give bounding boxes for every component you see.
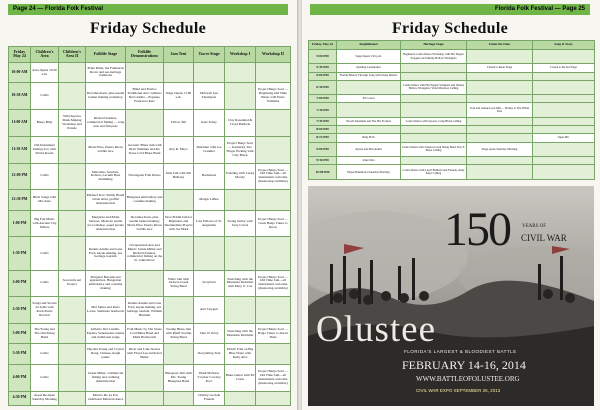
schedule-cell: Hank Mattress 'Cracker Cowboy Poet' [194,364,225,391]
schedule-cell: Areas Re-Open Saturday Morning [31,391,59,405]
time-cell: 2:30 PM [9,297,31,324]
column-header: Tower Stage [194,47,225,63]
time-cell: 7:00 PM [309,95,337,103]
schedule-cell: River and Lake Stories with Floyd Lee and Karol Beller [126,344,164,364]
schedule-cell: Folk Music by The Stone Cold Blues Band and Mark Hodsworth [126,324,164,344]
schedule-cell [533,103,595,118]
schedule-cell [225,62,256,82]
poster-subtitle: FLORIDA'S LARGEST & BLOODIEST BATTLE [404,349,517,354]
time-cell: 1:30 PM [9,237,31,270]
schedule-cell [467,95,533,103]
schedule-cell [256,237,291,270]
table-row [9,324,291,344]
table-row [9,364,291,391]
time-cell: 3:30 PM [9,344,31,364]
schedule-cell: John's Kin [337,157,401,165]
schedule-cell [467,72,533,80]
schedule-cell: Souvenirs Art Project [59,270,86,297]
table-row [9,210,291,237]
time-cell: 12:30 PM [9,190,31,210]
table-row [309,103,595,118]
schedule-cell [164,344,194,364]
schedule-cell [164,190,194,210]
schedule-cell: Ring Fitch [337,134,401,142]
schedule-cell [533,49,595,64]
schedule-cell: Hayden Young and Crystal Dong, Chinese dough paints [86,344,126,364]
schedule-cell: Margie LaBoe [194,190,225,210]
schedule-cell [126,391,164,405]
schedule-cell [467,126,533,134]
table-row [9,136,291,163]
schedule-cell [467,49,533,64]
schedule-cell [256,190,291,210]
schedule-cell [337,126,401,134]
column-header: Folklife Stage [86,47,126,63]
schedule-cell: Dorothea Kent, pine needle basket making workshop [86,83,126,110]
schedule-cell: Storybarn [194,270,225,297]
schedule-cell [126,364,164,391]
schedule-cell: Project Banjo Soul — Old Time Jam—all instruments welcome (mentoring available) [256,364,291,391]
schedule-cell [533,165,595,180]
schedule-cell: Contra Dance with Hot Pepper Stompers and Smoky Hollow Wranglers; Vicki Morrison Calling [401,80,467,95]
schedule-cell [337,103,401,118]
time-cell: 9:30 PM [309,157,337,165]
schedule-cell [59,163,86,190]
schedule-cell: Closed to Re-Set Stage [533,64,595,72]
schedule-cell: Dulcimer with Joe Cranmer [194,136,225,163]
schedule-cell [533,80,595,95]
table-row [309,72,595,80]
schedule-cell [467,134,533,142]
schedule-cell [225,83,256,110]
column-header: Folklife Demonstrations [126,47,164,63]
right-page [302,0,600,410]
table-row [309,134,595,142]
schedule-cell: Stage Opens 11:00 a.m. [164,83,194,110]
schedule-cell: Backstreet [194,163,225,190]
schedule-cell: Jackie Miller, commercial fishing and crabbing demonstration [86,364,126,391]
schedule-cell: Florida History Through Song with Jessie DeJeno [337,72,401,80]
schedule-cell: Margarita and Eddie Sabrosa, Mexican textile art workshop, papel picado demonstration [86,210,126,237]
time-cell: 8:00 PM [309,126,337,134]
column-header: Jam Tent [164,47,194,63]
column-header: Workshop I [225,47,256,63]
schedule-cell: Deborah Lyn Thompson [194,83,225,110]
table-row [309,165,595,180]
schedule-cell [401,103,467,118]
schedule-cell [164,62,194,82]
schedule-cell: Stage opens Saturday Morning [467,142,533,157]
schedule-cell [194,62,225,82]
schedule-cell [225,297,256,324]
time-cell: 7:45 PM [309,117,337,125]
schedule-cell: Gilberto Del Castillo-Espana, Venezuelan cuisine and traditional songs [86,324,126,344]
time-cell: 10:00 AM [9,62,31,82]
schedule-cell: Roy R. Meyo [164,136,194,163]
schedule-cell [164,297,194,324]
olustee-poster [308,186,594,406]
column-header: Friday, May 24 [309,41,337,50]
schedule-cell: Waltz Jam with Jackson Creek String Band [164,270,194,297]
schedule-cell: Hayes Hamilton's Saturday Morning [337,165,401,180]
time-cell: 4:00 PM [9,364,31,391]
schedule-cell: Dorothea Kent, pine needle basket making; Maria Pino, Puerto Rican bobbin lace [126,210,164,237]
left-page [0,0,298,410]
column-header: Workshop II [256,47,291,63]
schedule-cell [467,157,533,165]
schedule-cell: Tom and Jeanne Lyon Mix — Honky to The Willie Kris [467,103,533,118]
table-row [309,80,595,95]
schedule-cell: Kate Tobey [194,110,225,137]
time-cell: 1:00 PM [9,210,31,237]
schedule-cell: Project Banjo Soul — Banjo Tunes to Just in Time [256,324,291,344]
schedule-cell: Mel James and Patra Locke, Seminole beadwork [86,297,126,324]
schedule-cell: Marcelino Sanchez-Robiou, Lucumi Bata drumming [86,163,126,190]
schedule-cell [225,391,256,405]
table-row [9,83,291,110]
schedule-cell [126,110,164,137]
schedule-cell [126,270,164,297]
schedule-cell [59,344,86,364]
schedule-cell: Ann Swygert [194,297,225,324]
time-cell: 10:00 PM [309,165,337,180]
schedule-cell: Contra Dance with Jackson Creek String Band, Ray E. Maya Calling [401,142,467,157]
schedule-cell: Blind and Festive Traditional Arts: Gilberto Del Castillo—Espanas, Francesca Kerr [126,83,164,110]
schedule-cell: Project Banjo Soul — Old Time Jam—all instruments welcome (mentoring available) [256,163,291,190]
poster-dates: FEBRUARY 14-16, 2014 [402,358,526,372]
schedule-cell [225,237,256,270]
schedule-cell [256,62,291,82]
schedule-cell: Clay Rosenthal & Lloyd Baldwin [225,110,256,137]
schedule-cell: Nicaraguan Folk Dance [126,163,164,190]
schedule-cell: Charley Groh & Friends [194,391,225,405]
schedule-cell [467,117,533,125]
schedule-cell [59,324,86,344]
table-row [309,126,595,134]
schedule-cell [59,62,86,82]
schedule-cell: John W. Perry [194,324,225,344]
table-row [9,190,291,210]
schedule-cell [337,80,401,95]
schedule-cell: Project Banjo Soul — Great Banjo Tunes to Know [256,210,291,237]
schedule-cell [225,190,256,210]
table-row [9,391,291,405]
schedule-cell: Bluegrass embroidery and costume making [126,190,164,210]
schedule-cell: Margaret Baronik and apprentices, Hungarian embroidery and costume making [86,270,126,297]
left-schedule-title: Friday Schedule [89,20,207,37]
time-cell: 12:00 PM [9,163,31,190]
column-header: Heritage Stage [401,41,467,50]
poster-150-number: 150 [444,203,510,256]
schedule-cell [256,297,291,324]
time-cell: 4:30 PM [9,391,31,405]
schedule-cell: Michael 'Koe' Smith, Brazil urban artist, graffiti demonstration [86,190,126,210]
schedule-cell: Storytelling Tent [194,344,225,364]
table-row [9,62,291,82]
schedule-cell: Birds Songs with Mrs Kate [31,190,59,210]
table-header-row [9,47,291,63]
time-cell: 2:00 PM [9,270,31,297]
schedule-cell: Pickin' Folk on Big Blue Water with Kelly Alva [225,344,256,364]
schedule-cell [59,364,86,391]
schedule-cell: Stage Opens 5:45 p.m. [337,49,401,64]
table-header-row [309,41,595,50]
schedule-cell [59,297,86,324]
schedule-cell [401,126,467,134]
schedule-cell: Stretching with the Mountain Dulcimer [225,324,256,344]
schedule-cell: Contra Dance with Lloyd Baldwin and Friends, Andy Kaye Calling [401,165,467,180]
schedule-cell: Swamp Blues Jam with Pfeiff Swamp String Band [164,324,194,344]
schedule-cell: Acoustic Blues Jam with Brett Wellman and the Stone Cold Blues Band [126,136,164,163]
schedule-cell: Irish Jam with Jim Bethany [164,163,194,190]
table-row [309,142,595,157]
schedule-cell: Erika Ritter, the Folkbarsh Rover and sea-heritage traditions [86,62,126,82]
table-row [9,110,291,137]
schedule-cell [533,72,595,80]
schedule-cell: Richard Sanders, commercial fishing — long nets and fish pens [86,110,126,137]
schedule-cell [401,72,467,80]
schedule-cell: Beginners Contra Dance Workshop with Hot Pepper Stoppers and Smoky Hollow Wranglers [401,49,467,64]
poster-civil-war: CIVIL WAR [521,233,567,243]
left-page-header: Page 24 — Florida Folk Festival [8,4,288,15]
schedule-cell [194,237,225,270]
schedule-cell: Slow Fiddle Jam for Beginners and Intermediate Players with Joe Mark [164,210,194,237]
schedule-cell: Woods Tenement and The Hot Pockets [337,117,401,125]
schedule-cell [59,136,86,163]
poster-url: WWW.BATTLEOFOLUSTEE.ORG [416,375,520,383]
schedule-cell [164,237,194,270]
time-cell: 11:30 AM [9,136,31,163]
schedule-cell: Ed Cotton [337,95,401,103]
table-row [9,163,291,190]
schedule-cell: Crafts [31,364,59,391]
schedule-cell: Alyssa and McLanders [337,142,401,157]
table-row [9,344,291,364]
schedule-cell [256,344,291,364]
table-row [309,95,595,103]
time-cell: 10:30 AM [9,83,31,110]
schedule-cell: Area Opens 10:30 a.m. [31,62,59,82]
schedule-cell [533,95,595,103]
schedule-cell [533,126,595,134]
schedule-cell [401,134,467,142]
schedule-cell [401,64,467,72]
schedule-cell: Banjo Billy [31,110,59,137]
schedule-cell: Old Instrument Petting Zoo with David Roode [31,136,59,163]
schedule-cell: Opening Ceremonies [337,64,401,72]
schedule-cell: Late Fellows of St. Augustine [194,210,225,237]
column-header: Amphitheater [337,41,401,50]
time-cell: 11:00 AM [9,110,31,137]
schedule-cell: Wild Species Mask Making Workshop and Parade [59,110,86,137]
schedule-cell [256,110,291,137]
column-header: Children's Area [31,47,59,63]
table-row [309,117,595,125]
schedule-cell [467,165,533,180]
schedule-cell [59,190,86,210]
time-cell: 3:00 PM [9,324,31,344]
schedule-cell: Crafts [31,83,59,110]
schedule-cell [467,80,533,95]
schedule-cell [401,95,467,103]
schedule-cell: Project Banjo Soul — Beginning Old Time Banjo with Ernie Williams [256,83,291,110]
schedule-cell: Contra Dance with Spoons, Craig Black Calling [401,117,467,125]
schedule-cell [401,157,467,165]
schedule-cell [126,62,164,82]
poster-olustee-title: Olustee [316,309,437,350]
left-schedule-table [8,46,291,406]
schedule-cell [256,136,291,163]
table-row [9,270,291,297]
time-cell: 6:30 PM [309,80,337,95]
schedule-cell [59,83,86,110]
table-row [309,49,595,64]
schedule-cell: Dennis Adams and Lana Ford, kayak making, sea heritage tourism, William Burtrem [126,297,164,324]
schedule-cell: Blues Guitar with Ed Caton [225,364,256,391]
table-row [309,157,595,165]
schedule-cell: Stretching with the Mountain Dulcimer with Mary Z. Cox [225,270,256,297]
schedule-cell: Maria Pino, Puerto Rican bobbin lace [86,136,126,163]
table-row [9,297,291,324]
schedule-cell: Tallow Tall [164,110,194,137]
schedule-cell: Yodeling with Lucky Moody [225,163,256,190]
schedule-cell: Occupational Arts and Music: Jackie Miller and Richard Sanders, commercial fishing on the St. Johns River [126,237,164,270]
table-row [309,64,595,72]
schedule-cell [533,142,595,157]
schedule-cell: Closed to Reset Stage [467,64,533,72]
schedule-cell: Crafts [31,270,59,297]
column-header: Under the Oaks [467,41,533,50]
right-page-header: Florida Folk Festival — Page 25 [310,4,590,15]
schedule-cell [256,391,291,405]
schedule-cell: Big Fun Music with Ancient City Stilters [31,210,59,237]
time-cell: 7:30 PM [309,103,337,118]
schedule-cell: Crafts [31,344,59,364]
schedule-cell: Dennis Adams and Lana Ford, kayak making, sea heritage tourism [86,237,126,270]
schedule-cell [164,391,194,405]
right-schedule-table [308,40,595,180]
time-cell: 5:45 PM [309,64,337,72]
schedule-cell [59,237,86,270]
column-header: Children's Area II [59,47,86,63]
poster-years-of: YEARS OF [522,224,547,229]
schedule-cell [533,157,595,165]
table-row [9,237,291,270]
time-cell: 9:00 PM [309,142,337,157]
schedule-cell: Crafts [31,163,59,190]
poster-expo: CIVIL WAR EXPO SEPTEMBER 26, 2013 [416,388,501,393]
column-header: Song & Story [533,41,595,50]
column-header: Friday May 24 [9,47,31,63]
schedule-cell: Project Banjo Soul — Old Time Jam—all instruments welcome (mentoring available) [256,270,291,297]
schedule-cell: Bluegrass Jam with P.K. Young Bluegrass Band [164,364,194,391]
schedule-cell: Crafts [31,237,59,270]
schedule-cell: Open Mic [533,134,595,142]
schedule-cell: Songs and Stories for Kids with Rock Parris Revival [31,297,59,324]
schedule-cell: Mexico De La Pot, traditional Mexican dance [86,391,126,405]
time-cell: 5:00 PM [309,49,337,64]
schedule-cell [59,391,86,405]
right-schedule-title: Friday Schedule [391,20,509,37]
schedule-cell: The Young and The Old String Band [31,324,59,344]
schedule-cell [533,117,595,125]
schedule-cell: Project Banjo Soul — Kentucky Two Finger Picking with Clay Black [225,136,256,163]
schedule-cell [59,210,86,237]
schedule-cell: Swing Guitar with Jerry Cravis [225,210,256,237]
time-cell: 6:00 PM [309,72,337,80]
time-cell: 8:15 PM [309,134,337,142]
